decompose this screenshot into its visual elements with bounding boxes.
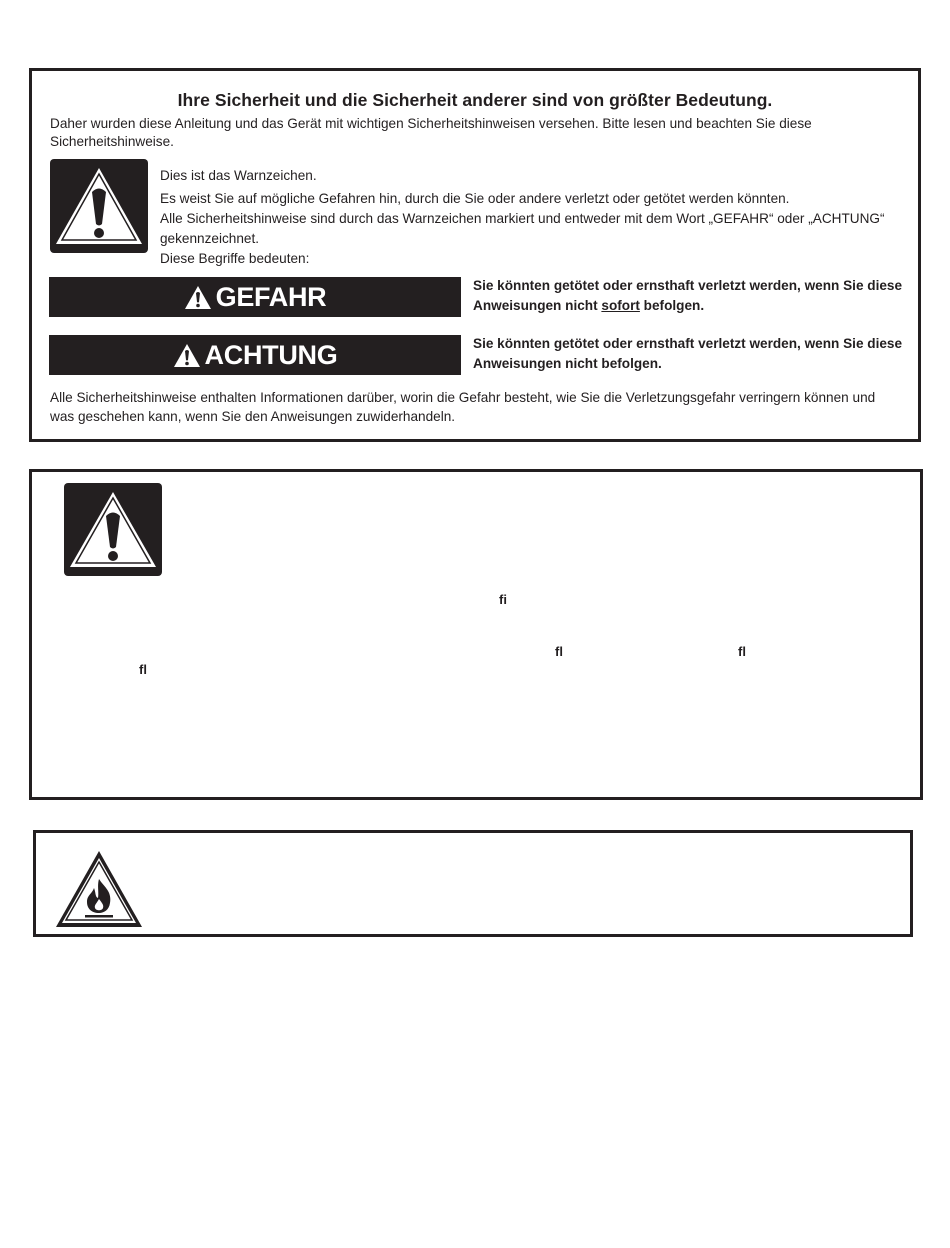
safety-info-box <box>29 68 921 442</box>
achtung-description: Sie könnten getötet oder ernsthaft verletzt werden, wenn Sie diese Anweisungen nicht befolgen. <box>473 336 903 371</box>
warning-triangle-icon <box>50 159 148 253</box>
ligature-glyph: fl <box>139 662 147 677</box>
flammable-box <box>33 830 913 937</box>
warning-box <box>29 469 923 800</box>
flammable-icon <box>54 849 144 929</box>
warning-symbol-explanation <box>160 166 900 269</box>
gefahr-description <box>473 276 913 316</box>
gefahr-desc-emphasis: sofort <box>601 298 640 313</box>
warning-triangle-icon <box>184 285 212 310</box>
achtung-banner <box>49 335 461 375</box>
symbol-line: Dies ist das Warnzeichen. <box>160 168 317 183</box>
ligature-glyph: fi <box>499 592 507 607</box>
symbol-line: Alle Sicherheitshinweise sind durch das Warnzeichen markiert und entweder mit dem Wort „GEFAHR“ oder „ACHTUNG“ gekennzeichnet. <box>160 211 885 246</box>
symbol-line: Diese Begriffe bedeuten: <box>160 251 310 266</box>
safety-intro: Daher wurden diese Anleitung und das Gerät mit wichtigen Sicherheitshinweisen versehen. Bitte lesen und beachten Sie diese Sicherheitshinweise. <box>50 116 812 149</box>
gefahr-desc-text: Sie könnten getötet oder ernsthaft verletzt werden, wenn Sie diese Anweisungen nicht <box>473 278 903 313</box>
symbol-line: Es weist Sie auf mögliche Gefahren hin, durch die Sie oder andere verletzt oder getötet werden könnten. <box>160 191 790 206</box>
ligature-glyph: fl <box>738 644 746 659</box>
safety-title: Ihre Sicherheit und die Sicherheit anderer sind von größter Bedeutung. <box>177 90 773 110</box>
warning-triangle-icon <box>64 483 162 576</box>
gefahr-desc-end: befolgen. <box>639 298 705 313</box>
warning-triangle-icon <box>173 343 201 368</box>
gefahr-label: GEFAHR <box>215 281 327 312</box>
gefahr-banner <box>49 277 461 317</box>
achtung-label: ACHTUNG <box>204 339 338 370</box>
safety-closing: Alle Sicherheitshinweise enthalten Informationen darüber, worin die Gefahr besteht, wie Sie die Verletzungsgefahr verringern können und was geschehen kann, wenn Sie den Anweisungen zuwiderhandeln. <box>50 390 876 424</box>
ligature-glyph: fl <box>555 644 563 659</box>
